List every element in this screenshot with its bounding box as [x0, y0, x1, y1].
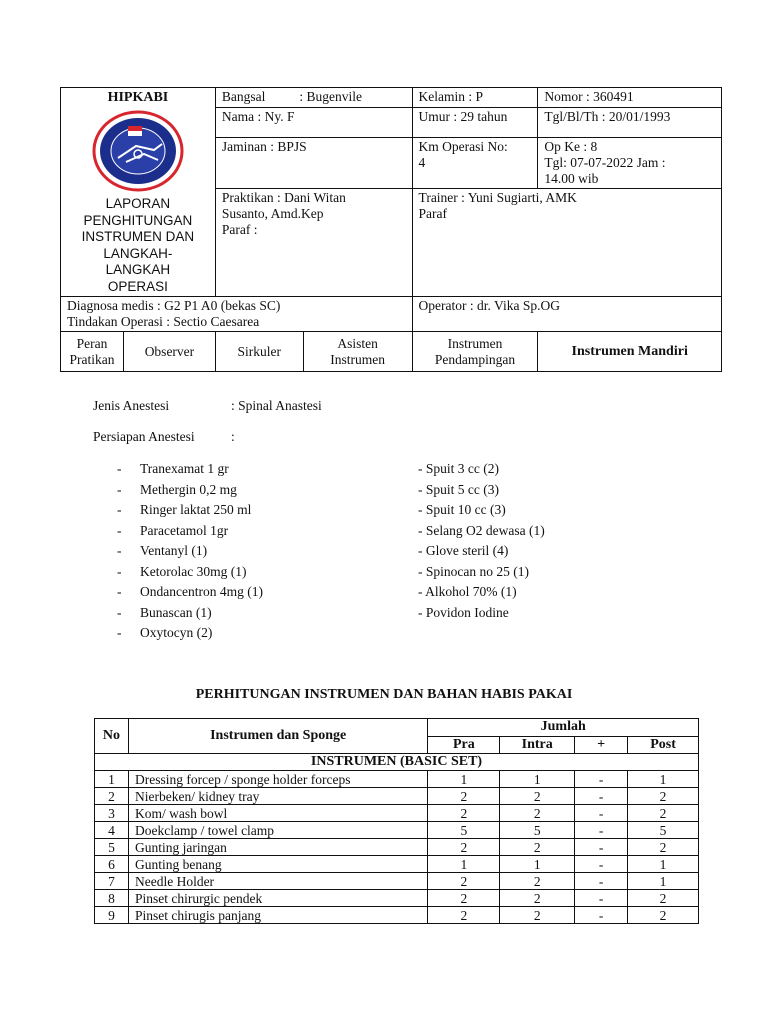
col-post-header: Post: [628, 736, 699, 754]
row-item: Nierbeken/ kidney tray: [128, 788, 427, 805]
anestesi-drug-item: Bunascan (1): [140, 604, 212, 620]
table-row: [95, 873, 699, 890]
row-intra: 1: [500, 856, 575, 873]
row-intra: 2: [500, 873, 575, 890]
persiapan-anestesi-colon: :: [231, 429, 235, 444]
peran-label: Peran Pratikan: [61, 332, 124, 371]
anestesi-drug-item: Ventanyl (1): [140, 543, 208, 558]
anestesi-supply-item: - Spinocan no 25 (1): [418, 563, 529, 579]
anestesi-drug-item: Ringer laktat 250 ml: [140, 502, 252, 517]
list-item-dash: -: [117, 481, 122, 497]
table-row: [95, 856, 699, 873]
jenis-anestesi-label: Jenis Anestesi: [93, 398, 170, 413]
bangsal-cell: Bangsal : Bugenvile: [215, 88, 412, 108]
umur-cell: Umur : 29 tahun: [412, 108, 538, 138]
col-pra-header: Pra: [428, 736, 500, 754]
peran-cell: [61, 332, 216, 372]
list-item-dash: -: [117, 543, 122, 558]
col-intra-header: Intra: [500, 736, 575, 754]
anestesi-drug-item: Oxytocyn (2): [140, 625, 213, 640]
list-item-dash: -: [117, 461, 122, 476]
row-pra: 2: [428, 873, 500, 890]
row-pra: 5: [428, 822, 500, 839]
row-post: 1: [628, 856, 699, 873]
row-post: 2: [628, 788, 699, 805]
row-pra: 2: [428, 788, 500, 805]
list-item-dash: -: [117, 563, 122, 579]
row-item: Kom/ wash bowl: [128, 805, 427, 822]
table-row: [95, 805, 699, 822]
anestesi-drug-item: Tranexamat 1 gr: [140, 461, 229, 476]
row-pra: 2: [428, 839, 500, 856]
tgl-lahir-cell: Tgl/Bl/Th : 20/01/1993: [538, 108, 722, 138]
row-plus: -: [575, 771, 628, 788]
list-item-dash: -: [117, 522, 122, 538]
row-no: 8: [95, 890, 129, 907]
jenis-anestesi-value: : Spinal Anastesi: [231, 398, 322, 413]
persiapan-anestesi-label: Persiapan Anestesi: [93, 429, 195, 444]
table-row: [95, 788, 699, 805]
row-pra: 1: [428, 856, 500, 873]
row-pra: 1: [428, 771, 500, 788]
jaminan-cell: Jaminan : BPJS: [215, 138, 412, 189]
row-plus: -: [575, 822, 628, 839]
instrumen-mandiri-label: Instrumen Mandiri: [538, 332, 722, 372]
row-intra: 2: [500, 788, 575, 805]
sirkuler-label: Sirkuler: [215, 332, 303, 372]
km-operasi-cell: Km Operasi No: 4: [412, 138, 538, 189]
section-header: INSTRUMEN (BASIC SET): [95, 754, 699, 771]
row-plus: -: [575, 805, 628, 822]
table-row: [95, 839, 699, 856]
trainer-cell: Trainer : Yuni Sugiarti, AMK Paraf: [412, 189, 721, 297]
row-item: Needle Holder: [128, 873, 427, 890]
kelamin-cell: Kelamin : P: [412, 88, 538, 108]
row-intra: 5: [500, 822, 575, 839]
instrumen-pendampingan-label: Instrumen Pendampingan: [412, 332, 538, 372]
diagnosa-cell: Diagnosa medis : G2 P1 A0 (bekas SC) Tindakan Operasi : Sectio Caesarea: [61, 297, 413, 332]
table-row: [95, 822, 699, 839]
list-item-dash: -: [117, 502, 122, 517]
list-item-dash: -: [117, 584, 122, 599]
row-plus: -: [575, 839, 628, 856]
row-no: 6: [95, 856, 129, 873]
col-item-header: Instrumen dan Sponge: [128, 719, 427, 754]
row-no: 5: [95, 839, 129, 856]
anestesi-supply-item: - Glove steril (4): [418, 543, 509, 558]
row-no: 9: [95, 907, 129, 924]
row-plus: -: [575, 890, 628, 907]
inventory-table: [94, 718, 699, 924]
anestesi-drug-item: Ondancentron 4mg (1): [140, 584, 263, 599]
org-name: HIPKABI: [107, 90, 169, 105]
row-plus: -: [575, 873, 628, 890]
list-item-dash: -: [117, 625, 122, 640]
row-post: 1: [628, 873, 699, 890]
anestesi-supply-item: - Spuit 5 cc (3): [418, 481, 499, 497]
table-row: [95, 771, 699, 788]
nomor-cell: Nomor : 360491: [538, 88, 722, 108]
operator-cell: Operator : dr. Vika Sp.OG: [412, 297, 721, 332]
anestesi-drug-item: Methergin 0,2 mg: [140, 481, 237, 497]
row-post: 2: [628, 839, 699, 856]
row-no: 4: [95, 822, 129, 839]
anestesi-supply-item: - Selang O2 dewasa (1): [418, 522, 545, 538]
row-no: 7: [95, 873, 129, 890]
col-no-header: No: [95, 719, 129, 754]
row-no: 2: [95, 788, 129, 805]
row-item: Pinset chirurgic pendek: [128, 890, 427, 907]
row-intra: 1: [500, 771, 575, 788]
row-plus: -: [575, 856, 628, 873]
anestesi-drug-item: Ketorolac 30mg (1): [140, 563, 247, 579]
table-row: [95, 890, 699, 907]
asisten-label: Asisten Instrumen: [303, 332, 412, 372]
anestesi-supply-item: - Alkohol 70% (1): [418, 584, 517, 599]
row-post: 2: [628, 890, 699, 907]
hipkabi-logo-icon: [92, 110, 184, 192]
list-item-dash: -: [117, 604, 122, 620]
nama-cell: Nama : Ny. F: [215, 108, 412, 138]
op-ke-cell: Op Ke : 8 Tgl: 07-07-2022 Jam : 14.00 wib: [538, 138, 722, 189]
row-item: Gunting benang: [128, 856, 427, 873]
logo-cell: [61, 88, 216, 297]
row-post: 2: [628, 805, 699, 822]
row-intra: 2: [500, 907, 575, 924]
row-post: 2: [628, 907, 699, 924]
anestesi-drug-item: Paracetamol 1gr: [140, 522, 229, 538]
praktikan-cell: Praktikan : Dani Witan Susanto, Amd.Kep Paraf :: [215, 189, 412, 297]
row-intra: 2: [500, 805, 575, 822]
row-plus: -: [575, 788, 628, 805]
row-item: Pinset chirugis panjang: [128, 907, 427, 924]
row-pra: 2: [428, 805, 500, 822]
anestesi-supply-item: - Spuit 3 cc (2): [418, 461, 499, 476]
table-row: [95, 907, 699, 924]
row-item: Gunting jaringan: [128, 839, 427, 856]
row-post: 1: [628, 771, 699, 788]
row-intra: 2: [500, 839, 575, 856]
row-item: Dressing forcep / sponge holder forceps: [128, 771, 427, 788]
inventory-title: PERHITUNGAN INSTRUMEN DAN BAHAN HABIS PAKAI: [195, 687, 573, 702]
report-title: LAPORAN PENGHITUNGAN INSTRUMEN DAN LANGKAH- LANGKAH OPERASI: [81, 196, 195, 294]
col-jumlah-header: Jumlah: [428, 719, 699, 737]
row-plus: -: [575, 907, 628, 924]
row-pra: 2: [428, 890, 500, 907]
anestesi-supply-item: - Povidon Iodine: [418, 604, 509, 620]
col-plus-header: +: [575, 736, 628, 754]
row-pra: 2: [428, 907, 500, 924]
row-item: Doekclamp / towel clamp: [128, 822, 427, 839]
observer-label: Observer: [144, 343, 195, 359]
row-intra: 2: [500, 890, 575, 907]
row-no: 3: [95, 805, 129, 822]
anestesi-supply-item: - Spuit 10 cc (3): [418, 502, 506, 517]
row-post: 5: [628, 822, 699, 839]
header-table: [60, 87, 722, 372]
row-no: 1: [95, 771, 129, 788]
